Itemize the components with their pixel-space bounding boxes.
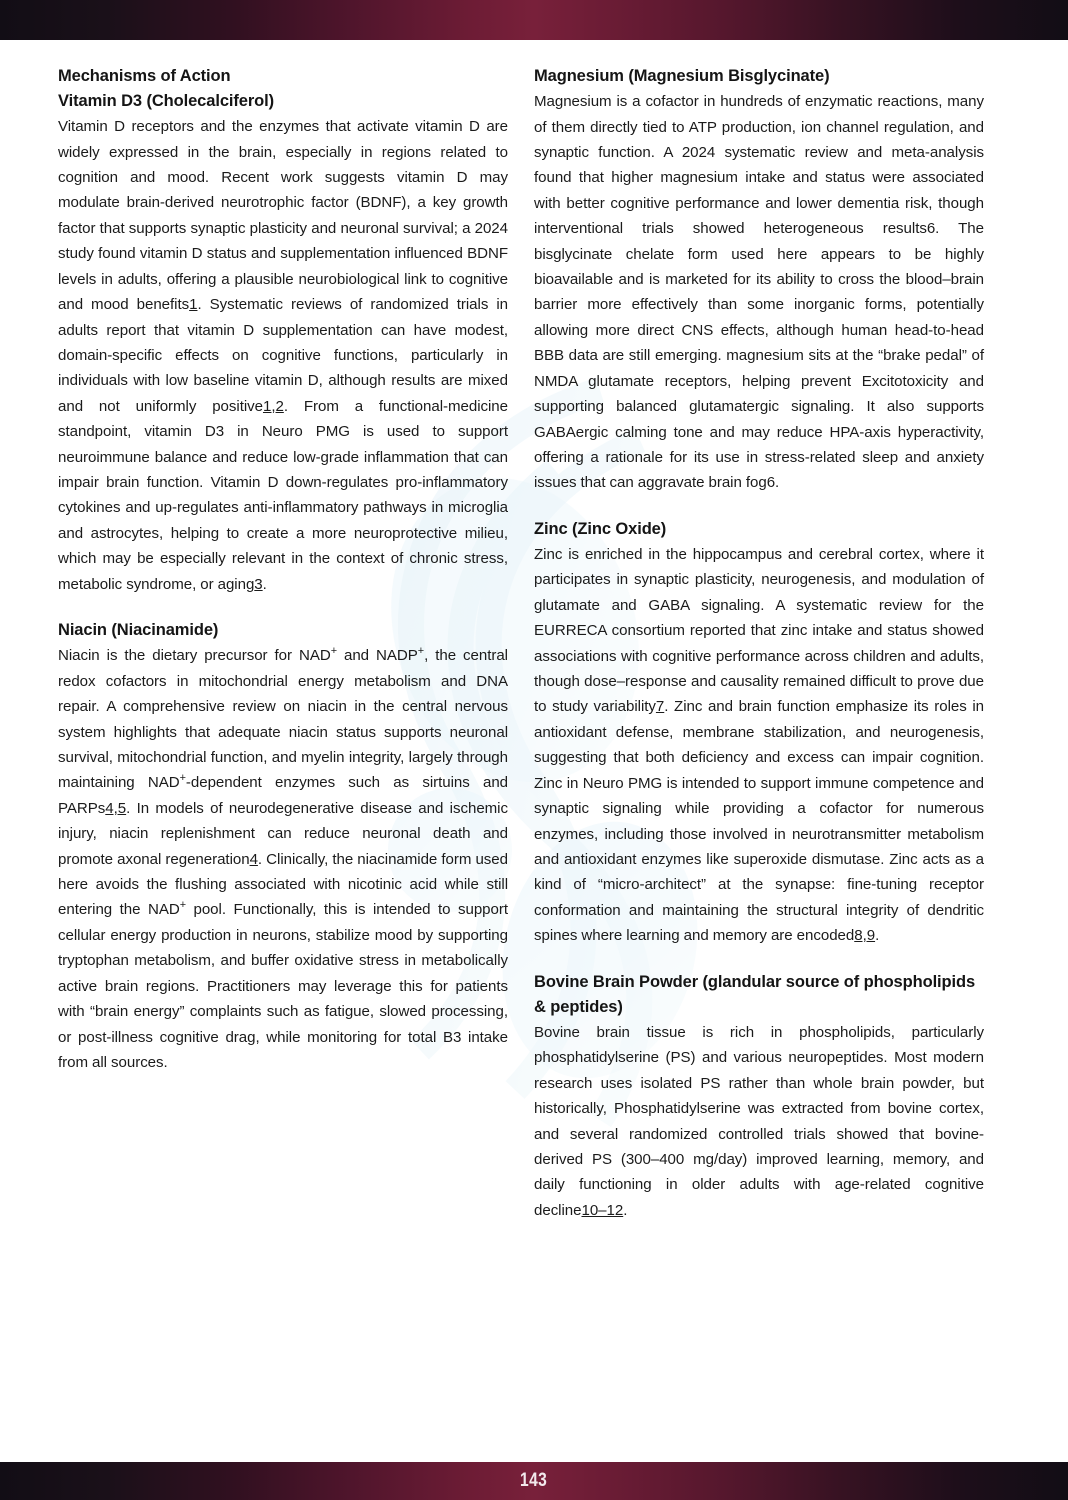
superscript-plus: + [330,645,337,658]
paragraph-bovine-brain-powder [534,1020,984,1223]
heading-bovine-brain-powder: Bovine Brain Powder (glandular source of phospholipids & peptides) [534,972,976,1016]
citation-link-1[interactable]: 1 [189,296,198,314]
two-column-layout [58,64,1010,1223]
heading-magnesium: Magnesium (Magnesium Bisglycinate) [534,67,830,85]
text-run: . In models of neurodegenerative disease and ischemic injury, niacin replenishment can reduce neuronal death and promote axonal regeneration [58,799,508,868]
text-run: . [262,575,267,593]
citation-link-7[interactable]: 7 [655,698,665,716]
text-run: Bovine brain tissue is rich in phospholipids, particularly phosphatidylserine (PS) and various neuropeptides. Most modern research uses isolated PS rather than whole brain powder, but historically, Phosphatidylserine was extracted from bovine cortex, and several randomized controlled trials showed that bovine-derived PS (300–400 mg/day) improved learning, memory, and daily functioning in older adults with age-related cognitive decline [534,1023,984,1219]
left-column [58,64,508,1223]
text-run: . [623,1201,628,1219]
paragraph-zinc [534,542,984,949]
paragraph-vitamin-d3 [58,114,508,597]
text-run: . From a functional-medicine standpoint, vitamin D3 in Neuro PMG is used to support neuroimmune balance and reduce low-grade inflammation that can impair brain function. Vitamin D down-regulates pro-inflammatory cytokines and up-regulates anti-inflammatory pathways in microglia and astrocytes, helping to create a more neuroprotective milieu, which may be especially relevant in the context of chronic stress, metabolic syndrome, or aging [58,397,508,593]
text-run: Vitamin D receptors and the enzymes that activate vitamin D are widely expressed in the brain, especially in regions related to cognition and mood. Recent work suggests vitamin D may modulate brain-derived neurotrophic factor (BDNF), a key growth factor that supports synaptic plasticity and neuronal survival; a 2024 study found vitamin D status and supplementation influenced BDNF levels in adults, offering a plausible neurobiological link to cognitive and mood benefits [58,118,508,314]
page-content [0,40,1068,1462]
text-run: . Zinc and brain function emphasize its roles in antioxidant defense, membrane stabilization, and neurogenesis, suggesting that both deficiency and excess can impair cognition. Zinc in Neuro PMG is intended to support immune competence and synaptic signaling while providing a cofactor for numerous enzymes, including those involved in neurotransmitter metabolism and antioxidant enzymes like superoxide dismutase. Zinc acts as a kind of “micro-architect” at the synapse: fine-tuning receptor conformation and maintaining the structural integrity of dendritic spines where learning and memory are encoded [534,698,985,945]
citation-link-3[interactable]: 3 [254,575,263,593]
text-run: . Systematic reviews of randomized trials in adults report that vitamin D supplementation can have modest, domain-specific effects on cognitive functions, particularly in individuals with low baseline vitamin D, although results are mixed and not uniformly positive [58,296,508,415]
text-run: Niacin is the dietary precursor for NAD [58,647,331,665]
heading-zinc: Zinc (Zinc Oxide) [534,519,667,538]
paragraph-niacin [58,643,508,1075]
citation-link-10-12[interactable]: 10–12 [581,1201,624,1219]
text-run: , the central redox cofactors in mitochondrial energy metabolism and DNA repair. A comprehensive review on niacin in the central nervous system highlights that adequate niacin status supports neuronal survival, mitochondrial function, and myelin integrity, largely through maintaining NAD [58,647,508,792]
superscript-plus: + [179,772,186,785]
citation-link-4-5[interactable]: 4,5 [105,799,127,817]
superscript-plus: + [417,645,425,658]
page-number: 143 [520,1470,548,1491]
section-title-mechanisms-of-action: Mechanisms of Action [58,67,231,85]
text-run: -dependent enzymes such as sirtuins and PARPs [58,774,509,817]
paragraph-magnesium: Magnesium is a cofactor in hundreds of enzymatic reactions, many of them directly tied to ATP production, ion channel regulation, and synaptic function. A 2024 systematic review and meta-analysis found that higher magnesium intake and status were associated with better cognitive performance and lower dementia risk, though interventional trials showed heterogeneous results6. The bisglycinate chelate form used here appears to be highly bioavailable and is marketed for its ability to cross the blood–brain barrier more effectively than some inorganic forms, potentially allowing more direct CNS effects, although human head-to-head BBB data are still emerging. magnesium sits at the “brake pedal” of NMDA glutamate receptors, helping prevent Excitotoxicity and supporting balanced glutamatergic signaling. It also supports GABAergic calming tone and may reduce HPA-axis hyperactivity, offering a rationale for its use in stress-related sleep and anxiety issues that can aggravate brain fog6. [534,93,984,492]
heading-vitamin-d3: Vitamin D3 (Cholecalciferol) [58,92,275,111]
text-run: Zinc is enriched in the hippocampus and cerebral cortex, where it participates in synaptic plasticity, neurogenesis, and modulation of glutamate and GABA signaling. A systematic review for the EURRECA consortium reported that zinc intake and status showed associations with cognitive performance across children and adults, though dose–response and causality remained difficult to prove due to study variability [534,545,984,716]
text-run: and NADP [337,647,418,665]
superscript-plus: + [179,899,186,912]
footer-bar [0,1462,1068,1500]
citation-link-4[interactable]: 4 [249,850,258,868]
citation-link-1-2[interactable]: 1,2 [262,397,284,415]
header-bar [0,0,1068,40]
text-run: pool. Functionally, this is intended to support cellular energy production in neurons, stabilize mood by supporting tryptophan metabolism, and buffer oxidative stress in metabolically active brain regions. Practitioners may leverage this for patients with “brain energy” complaints such as fatigue, slowed processing, or post-illness cognitive drag, while monitoring for total B3 intake from all sources. [58,901,508,1071]
text-run: . Clinically, the niacinamide form used here avoids the flushing associated with nicotinic acid while still entering the NAD [58,850,508,919]
text-run: . [875,927,880,945]
right-column [534,64,984,1223]
heading-niacin: Niacin (Niacinamide) [58,621,219,640]
citation-link-8-9[interactable]: 8,9 [854,927,876,945]
